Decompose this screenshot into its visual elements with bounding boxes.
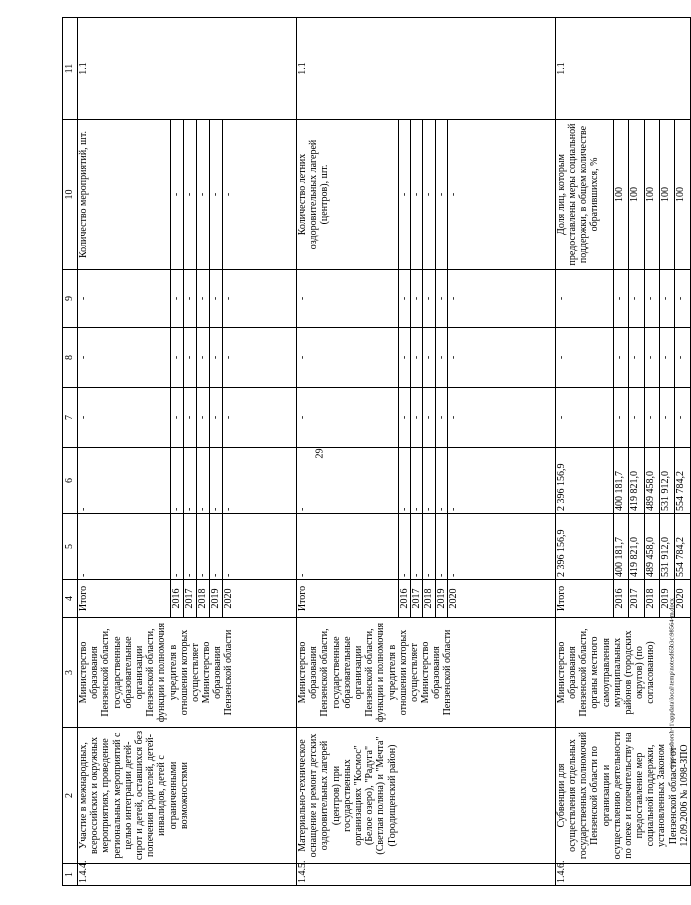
col9-cell: - [613,270,628,328]
amount-regional-cell: 554 784,2 [675,448,691,514]
col9-cell: - [435,270,447,328]
col9-cell: - [555,270,613,328]
col9-cell: - [411,270,423,328]
col8-cell: - [223,328,297,388]
col8-cell: - [184,328,197,388]
executor-cell: Министерство образования Пензенской области, государственные образовательные организации Пензенской области, функции и полномочия учредителя в отношении которых осуществляет Министерство образования Пензенской области [78,618,297,728]
amount-total-cell: 531 912,0 [660,514,675,580]
amount-regional-cell: - [197,448,210,514]
col8-cell: - [555,328,613,388]
year-cell: 2019 [210,580,223,618]
col7-cell: - [411,388,423,448]
col7-cell: - [78,388,171,448]
header-col-6: 6 [63,448,78,514]
amount-total-cell: - [447,514,555,580]
amount-regional-cell: - [435,448,447,514]
event-description: Материально-техническое оснащение и ремонт детских оздоровительных лагерей (центров) при государственных организациях "Космос" (Белое озеро), "Радуга" (Светлая поляна) и "Мечта" (Городищенский район) [297,728,556,864]
amount-regional-cell: - [223,448,297,514]
target-link-cell: 1.1 [78,18,297,120]
col7-cell: - [555,388,613,448]
col9-cell: - [644,270,659,328]
indicator-value-cell: - [197,120,210,270]
indicator-value-cell: - [411,120,423,270]
header-col-10: 10 [63,120,78,270]
executor-cell: Министерство образования Пензенской области, государственные образовательные организации Пензенской области, функции и полномочия учредителя в отношении которых осуществляет Министерство образования Пензенской области [297,618,556,728]
col7-cell: - [675,388,691,448]
event-description: Субвенции для осуществления отдельных государственных полномочий Пензенской области по организации и осуществлению деятельности по опеке и попечительству на предоставление мер социальной поддержки, установленных Законом Пензенской области от 12.09.2006 № 1098-ЗПО [555,728,690,864]
indicator-value-cell: - [171,120,184,270]
amount-regional-cell: - [78,448,171,514]
amount-regional-cell: - [411,448,423,514]
col8-cell: - [78,328,171,388]
col7-cell: - [197,388,210,448]
header-col-5: 5 [63,514,78,580]
executor-cell: Министерство образования Пензенской области, органы местного самоуправления муниципальных районов (городских округов) (по согласованию) [555,618,690,728]
indicator-name-cell: Доля лиц, которым предоставлены меры социальной поддержки, в общем количестве обратившихся, % [555,120,613,270]
col7-cell: - [184,388,197,448]
year-cell: Итого [78,580,171,618]
year-cell: 2019 [435,580,447,618]
amount-regional-cell: - [184,448,197,514]
year-cell: 2020 [447,580,555,618]
col7-cell: - [435,388,447,448]
year-cell: 2017 [629,580,644,618]
year-cell: Итого [555,580,613,618]
amount-regional-cell: 400 181,7 [613,448,628,514]
amount-regional-cell: 419 821,0 [629,448,644,514]
col7-cell: - [297,388,399,448]
indicator-name-cell: Количество летних оздоровительных лагерей (центров), шт. [297,120,399,270]
indicator-value-cell: - [423,120,435,270]
col9-cell: - [660,270,675,328]
header-col-11: 11 [63,18,78,120]
amount-regional-cell: 531 912,0 [660,448,675,514]
col9-cell: - [184,270,197,328]
col7-cell: - [644,388,659,448]
table-row [555,18,613,886]
indicator-value-cell: 100 [644,120,659,270]
col7-cell: - [660,388,675,448]
year-cell: 2016 [399,580,411,618]
amount-total-cell: 2 396 156,9 [555,514,613,580]
year-cell: 2016 [171,580,184,618]
indicator-value-cell: - [210,120,223,270]
year-cell: 2018 [644,580,659,618]
col8-cell: - [210,328,223,388]
col7-cell: - [613,388,628,448]
col9-cell: - [197,270,210,328]
item-number: 1.4.4. [78,864,297,886]
table-row [78,18,171,886]
amount-total-cell: - [210,514,223,580]
indicator-value-cell: - [399,120,411,270]
item-number: 1.4.5. [297,864,556,886]
col8-cell: - [629,328,644,388]
year-cell: 2020 [675,580,691,618]
header-col-9: 9 [63,270,78,328]
amount-regional-cell: 2 396 156,9 [555,448,613,514]
header-col-1: 1 [63,864,78,886]
col8-cell: - [675,328,691,388]
col7-cell: - [171,388,184,448]
indicator-name-cell: Количество мероприятий, шт. [78,120,171,270]
year-cell: 2017 [184,580,197,618]
col7-cell: - [223,388,297,448]
indicator-value-cell: - [435,120,447,270]
year-cell: 2018 [423,580,435,618]
amount-total-cell: 554 784,2 [675,514,691,580]
item-number: 1.4.6. [555,864,690,886]
amount-total-cell: - [184,514,197,580]
amount-total-cell: - [171,514,184,580]
amount-total-cell: - [399,514,411,580]
col9-cell: - [423,270,435,328]
col8-cell: - [613,328,628,388]
footer-file-path: c:\users\sborsh~1\appdata\local\temp\notesd65b3c\98564-m.docx [668,598,676,769]
amount-regional-cell: - [297,448,399,514]
year-cell: 2016 [613,580,628,618]
col8-cell: - [297,328,399,388]
indicator-value-cell: - [184,120,197,270]
event-description: Участие в межнародных, всероссийских и окружных мероприятиях, проведение региональных мероприятий с целью интеграции детей-сирот и детей, оставшихся без попечения родителей, детей-инвалидов, детей с ограниченными возможностями [78,728,297,864]
col8-cell: - [435,328,447,388]
header-col-4: 4 [63,580,78,618]
indicator-value-cell: 100 [629,120,644,270]
year-cell: Итого [297,580,399,618]
col8-cell: - [447,328,555,388]
indicator-value-cell: 100 [660,120,675,270]
amount-regional-cell: - [399,448,411,514]
header-col-8: 8 [63,328,78,388]
indicator-value-cell: - [447,120,555,270]
col9-cell: - [629,270,644,328]
target-link-cell: 1.1 [555,18,690,120]
col8-cell: - [660,328,675,388]
amount-total-cell: - [297,514,399,580]
col8-cell: - [399,328,411,388]
header-col-7: 7 [63,388,78,448]
col7-cell: - [447,388,555,448]
col7-cell: - [210,388,223,448]
col9-cell: - [399,270,411,328]
year-cell: 2020 [223,580,297,618]
amount-total-cell: - [411,514,423,580]
col9-cell: - [171,270,184,328]
year-cell: 2017 [411,580,423,618]
header-col-3: 3 [63,618,78,728]
indicator-value-cell: 100 [675,120,691,270]
col8-cell: - [197,328,210,388]
amount-regional-cell: - [210,448,223,514]
col9-cell: - [210,270,223,328]
page-number: 29 [314,448,326,459]
amount-total-cell: - [423,514,435,580]
col7-cell: - [629,388,644,448]
col8-cell: - [423,328,435,388]
amount-total-cell: - [197,514,210,580]
amount-regional-cell: - [423,448,435,514]
col9-cell: - [675,270,691,328]
table-header-row [63,18,78,886]
indicator-value-cell: 100 [613,120,628,270]
col9-cell: - [297,270,399,328]
amount-total-cell: - [435,514,447,580]
col7-cell: - [399,388,411,448]
amount-regional-cell: - [171,448,184,514]
header-col-2: 2 [63,728,78,864]
indicator-value-cell: - [223,120,297,270]
amount-total-cell: - [78,514,171,580]
amount-total-cell: 419 821,0 [629,514,644,580]
col7-cell: - [423,388,435,448]
col9-cell: - [78,270,171,328]
amount-total-cell: 400 181,7 [613,514,628,580]
year-cell: 2018 [197,580,210,618]
col9-cell: - [223,270,297,328]
amount-total-cell: 489 458,0 [644,514,659,580]
table-row [297,18,399,886]
amount-total-cell: - [223,514,297,580]
program-events-table [62,17,691,886]
year-cell: 2019 [660,580,675,618]
target-link-cell: 1.1 [297,18,556,120]
amount-regional-cell: - [447,448,555,514]
col8-cell: - [171,328,184,388]
amount-regional-cell: 489 458,0 [644,448,659,514]
col8-cell: - [644,328,659,388]
col8-cell: - [411,328,423,388]
col9-cell: - [447,270,555,328]
